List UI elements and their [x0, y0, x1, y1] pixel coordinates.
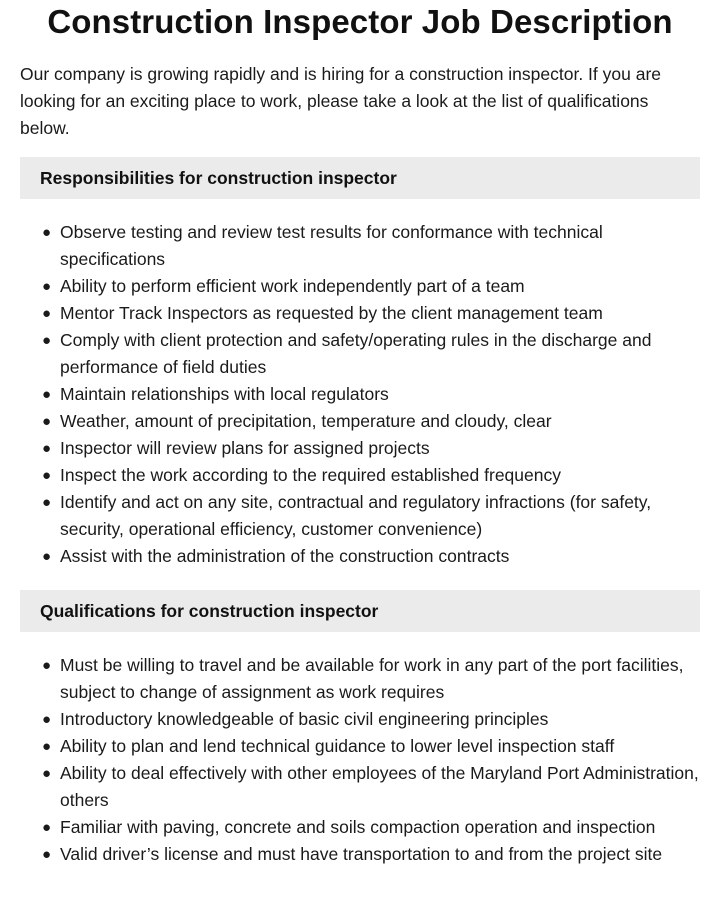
list-item: ● Maintain relationships with local regulators: [60, 381, 700, 408]
list-item: ● Mentor Track Inspectors as requested by the client management team: [60, 300, 700, 327]
bullet-icon: ●: [42, 657, 52, 674]
bullet-icon: ●: [42, 332, 52, 349]
bullet-icon: ●: [42, 548, 52, 565]
bullet-icon: ●: [42, 819, 52, 836]
qualifications-heading: Qualifications for construction inspector: [20, 590, 700, 632]
bullet-icon: ●: [42, 846, 52, 863]
list-item: ● Valid driver’s license and must have transportation to and from the project site: [60, 841, 700, 868]
bullet-icon: ●: [42, 440, 52, 457]
bullet-icon: ●: [42, 413, 52, 430]
list-item: ● Ability to perform efficient work independently part of a team: [60, 273, 700, 300]
responsibilities-heading: Responsibilities for construction inspector: [20, 157, 700, 199]
bullet-icon: ●: [42, 305, 52, 322]
list-item: ● Weather, amount of precipitation, temperature and cloudy, clear: [60, 408, 700, 435]
bullet-icon: ●: [42, 386, 52, 403]
bullet-icon: ●: [42, 494, 52, 511]
qualifications-list: [20, 652, 700, 868]
list-item: ● Inspect the work according to the required established frequency: [60, 462, 700, 489]
list-item: ● Assist with the administration of the construction contracts: [60, 543, 700, 570]
responsibilities-list: [20, 219, 700, 570]
list-item: ● Introductory knowledgeable of basic civil engineering principles: [60, 706, 700, 733]
list-item: ● Identify and act on any site, contractual and regulatory infractions (for safety, security, operational efficiency, customer convenience): [60, 489, 700, 543]
bullet-icon: ●: [42, 278, 52, 295]
bullet-icon: ●: [42, 224, 52, 241]
bullet-icon: ●: [42, 765, 52, 782]
list-item: ● Familiar with paving, concrete and soils compaction operation and inspection: [60, 814, 700, 841]
bullet-icon: ●: [42, 467, 52, 484]
list-item: ● Observe testing and review test results for conformance with technical specifications: [60, 219, 700, 273]
list-item: ● Comply with client protection and safety/operating rules in the discharge and performance of field duties: [60, 327, 700, 381]
list-item: ● Ability to deal effectively with other employees of the Maryland Port Administration, others: [60, 760, 700, 814]
bullet-icon: ●: [42, 738, 52, 755]
list-item: ● Inspector will review plans for assigned projects: [60, 435, 700, 462]
page-title: Construction Inspector Job Description: [47, 3, 673, 40]
list-item: ● Must be willing to travel and be available for work in any part of the port facilities, subject to change of assignment as work requires: [60, 652, 700, 706]
bullet-icon: ●: [42, 711, 52, 728]
intro-paragraph: Our company is growing rapidly and is hiring for a construction inspector. If you are looking for an exciting place to work, please take a look at the list of qualifications below.: [20, 64, 662, 138]
list-item: ● Ability to plan and lend technical guidance to lower level inspection staff: [60, 733, 700, 760]
